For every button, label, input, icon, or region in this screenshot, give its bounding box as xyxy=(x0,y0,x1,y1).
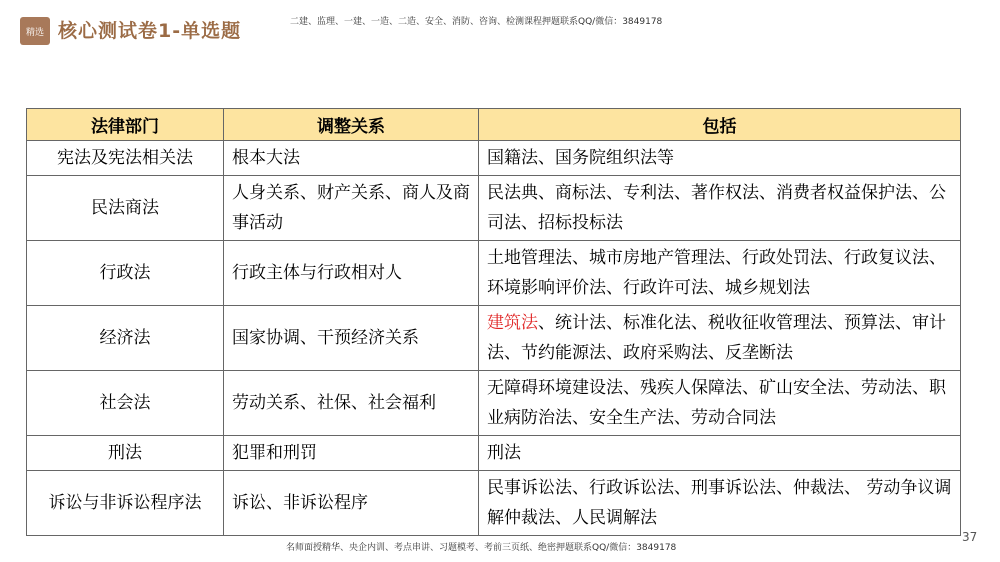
includes-cell xyxy=(479,371,961,436)
footer-contact-note: 名师面授精华、央企内训、考点串讲、习题模考、考前三页纸、绝密押题联系QQ/微信：3849178 xyxy=(286,543,677,553)
includes-text: 土地管理法、城市房地产管理法、行政处罚法、行政复议法、环境影响评价法、行政许可法、城乡规划法 xyxy=(487,248,946,298)
dept-cell: 诉讼与非诉讼程序法 xyxy=(27,471,224,536)
table-row xyxy=(27,371,961,436)
includes-cell xyxy=(479,176,961,241)
includes-text: 国籍法、国务院组织法等 xyxy=(487,148,674,168)
table-row xyxy=(27,306,961,371)
includes-cell xyxy=(479,241,961,306)
page-number: 37 xyxy=(962,530,978,544)
header-dept: 法律部门 xyxy=(27,109,224,141)
includes-text: 、统计法、标准化法、税收征收管理法、预算法、审计法、节约能源法、政府采购法、反垄断法 xyxy=(487,313,946,363)
dept-cell: 刑法 xyxy=(27,436,224,471)
relation-cell: 国家协调、干预经济关系 xyxy=(224,306,479,371)
table-row xyxy=(27,241,961,306)
dept-cell: 行政法 xyxy=(27,241,224,306)
relation-cell: 诉讼、非诉讼程序 xyxy=(224,471,479,536)
table-row xyxy=(27,471,961,536)
dept-cell: 民法商法 xyxy=(27,176,224,241)
header-relation: 调整关系 xyxy=(224,109,479,141)
includes-text: 民法典、商标法、专利法、著作权法、消费者权益保护法、公司法、招标投标法 xyxy=(487,183,946,233)
includes-cell xyxy=(479,306,961,371)
includes-cell xyxy=(479,141,961,176)
table-header-row xyxy=(27,109,961,141)
includes-text: 民事诉讼法、行政诉讼法、刑事诉讼法、仲裁法、 劳动争议调解仲裁法、人民调解法 xyxy=(487,478,952,528)
header-contact-note: 二建、监理、一建、一造、二造、安全、消防、咨询、检测课程押题联系QQ/微信：3849178 xyxy=(290,17,663,27)
includes-cell xyxy=(479,471,961,536)
relation-cell: 犯罪和刑罚 xyxy=(224,436,479,471)
includes-text: 无障碍环境建设法、残疾人保障法、矿山安全法、劳动法、职业病防治法、安全生产法、劳动合同法 xyxy=(487,378,946,428)
relation-cell: 人身关系、财产关系、商人及商事活动 xyxy=(224,176,479,241)
dept-cell: 经济法 xyxy=(27,306,224,371)
includes-cell xyxy=(479,436,961,471)
includes-text: 刑法 xyxy=(487,443,521,463)
relation-cell: 根本大法 xyxy=(224,141,479,176)
highlight-text: 建筑法 xyxy=(487,313,538,333)
logo-text: 精选 xyxy=(25,27,44,38)
table-row xyxy=(27,436,961,471)
header-includes: 包括 xyxy=(479,109,961,141)
table-row xyxy=(27,176,961,241)
logo xyxy=(20,17,50,45)
dept-cell: 社会法 xyxy=(27,371,224,436)
relation-cell: 劳动关系、社保、社会福利 xyxy=(224,371,479,436)
table-row xyxy=(27,141,961,176)
dept-cell: 宪法及宪法相关法 xyxy=(27,141,224,176)
relation-cell: 行政主体与行政相对人 xyxy=(224,241,479,306)
page-title: 核心测试卷1-单选题 xyxy=(58,20,242,42)
law-departments-table xyxy=(26,108,961,536)
